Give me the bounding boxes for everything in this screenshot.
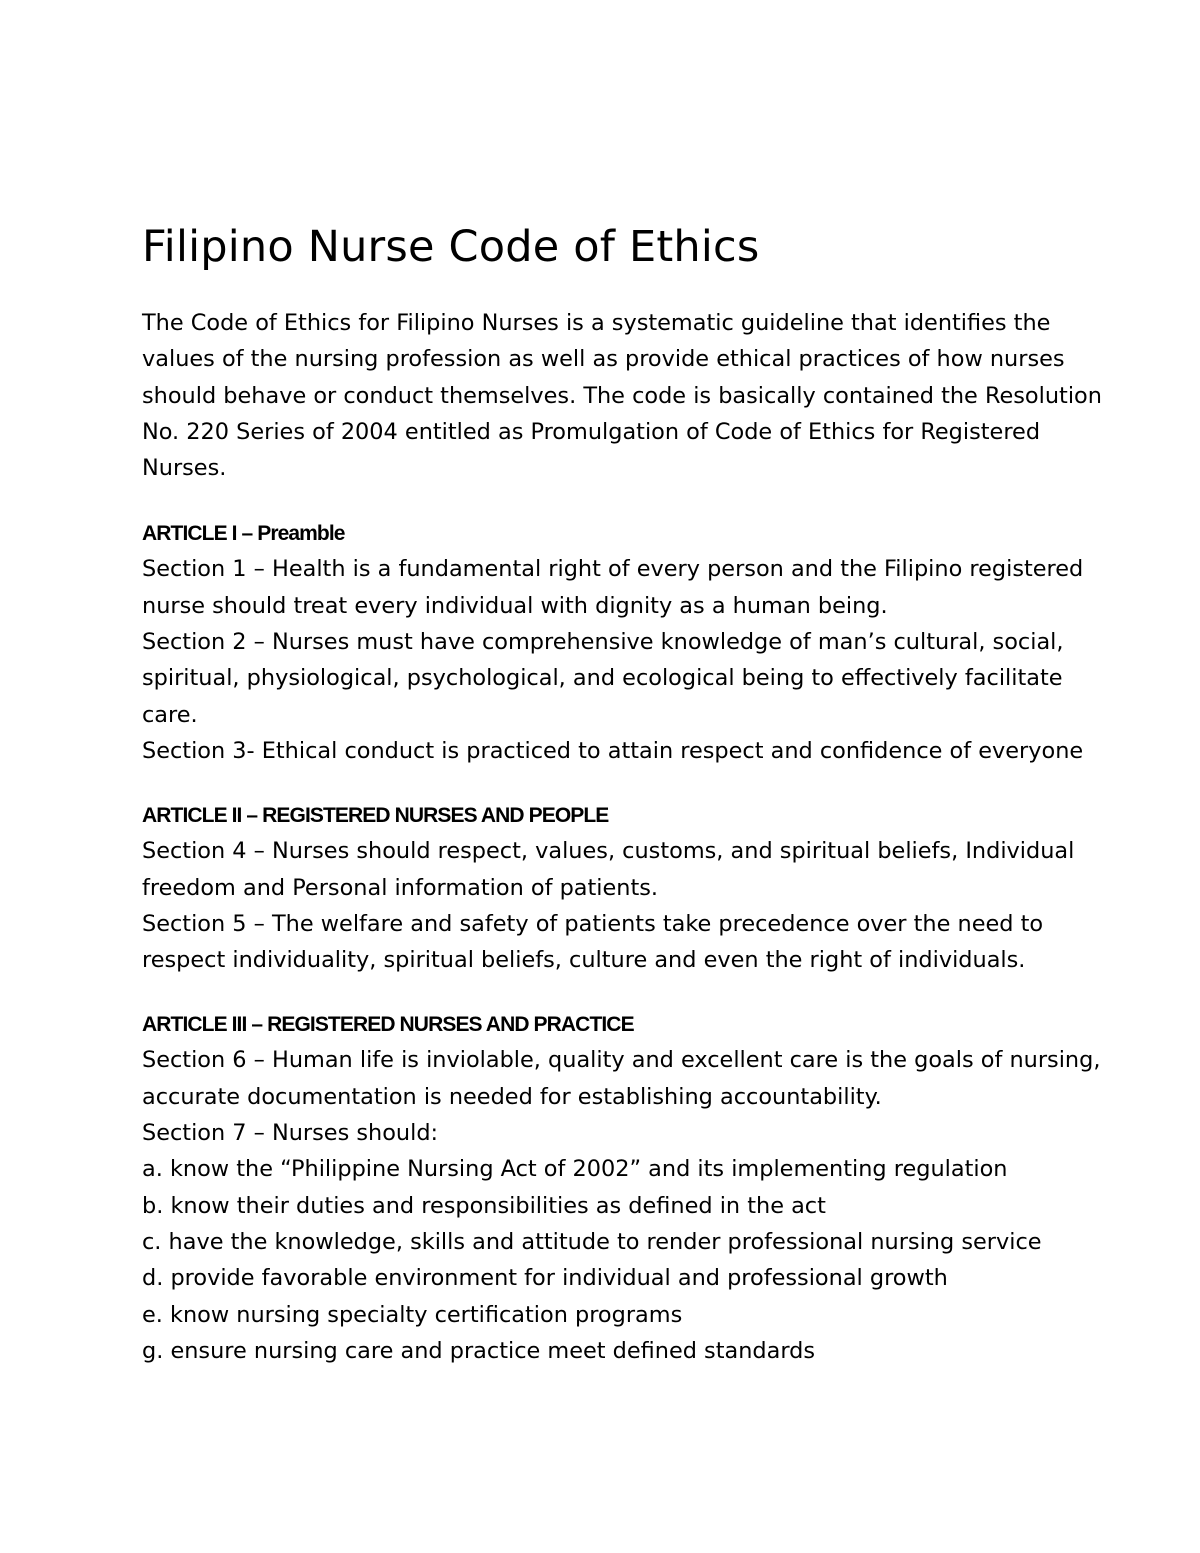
list-item-g: g. ensure nursing care and practice meet defined standards [142, 1337, 816, 1364]
list-item-a: a. know the “Philippine Nursing Act of 2002” and its implementing regulation [142, 1156, 1008, 1183]
section-7: Section 7 – Nurses should: [142, 1120, 439, 1147]
list-item-c: c. have the knowledge, skills and attitude to render professional nursing service [142, 1228, 1042, 1255]
section-2: Section 2 – Nurses must have comprehensive knowledge of man’s cultural, social, spiritual, physiological, psychological, and ecological being to effectively facilitate care. [142, 629, 1064, 728]
document-title: Filipino Nurse Code of Ethics [142, 222, 760, 272]
list-item-e: e. know nursing specialty certification programs [142, 1301, 683, 1328]
section-3: Section 3- Ethical conduct is practiced to attain respect and confidence of everyone [142, 737, 1084, 764]
section-5: Section 5 – The welfare and safety of patients take precedence over the need to respect individuality, spiritual beliefs, culture and even the right of individuals. [142, 910, 1044, 974]
article-2 [142, 799, 1102, 978]
article-heading: ARTICLE III – REGISTERED NURSES AND PRACTICE [142, 1013, 634, 1037]
article-heading: ARTICLE II – REGISTERED NURSES AND PEOPLE [142, 804, 609, 828]
section-4: Section 4 – Nurses should respect, values, customs, and spiritual beliefs, Individual freedom and Personal information of patients. [142, 838, 1075, 901]
section-1: Section 1 – Health is a fundamental right of every person and the Filipino registered nurse should treat every individual with dignity as a human being. [142, 556, 1084, 619]
document-page [142, 215, 1102, 1399]
article-3 [142, 1008, 1102, 1369]
article-1 [142, 517, 1102, 769]
section-6: Section 6 – Human life is inviolable, quality and excellent care is the goals of nursing, accurate documentation is needed for establishing accountability. [142, 1047, 1101, 1110]
list-item-d: d. provide favorable environment for individual and professional growth [142, 1265, 948, 1292]
intro-paragraph: The Code of Ethics for Filipino Nurses is a systematic guideline that identifies the values of the nursing profession as well as provide ethical practices of how nurses should behave or conduct themselves. The code is basically contained the Resolution No. 220 Series of 2004 entitled as Promulgation of Code of Ethics for Registered Nurses. [142, 310, 1102, 482]
article-heading: ARTICLE I – Preamble [142, 522, 345, 546]
list-item-b: b. know their duties and responsibilities as defined in the act [142, 1192, 826, 1219]
